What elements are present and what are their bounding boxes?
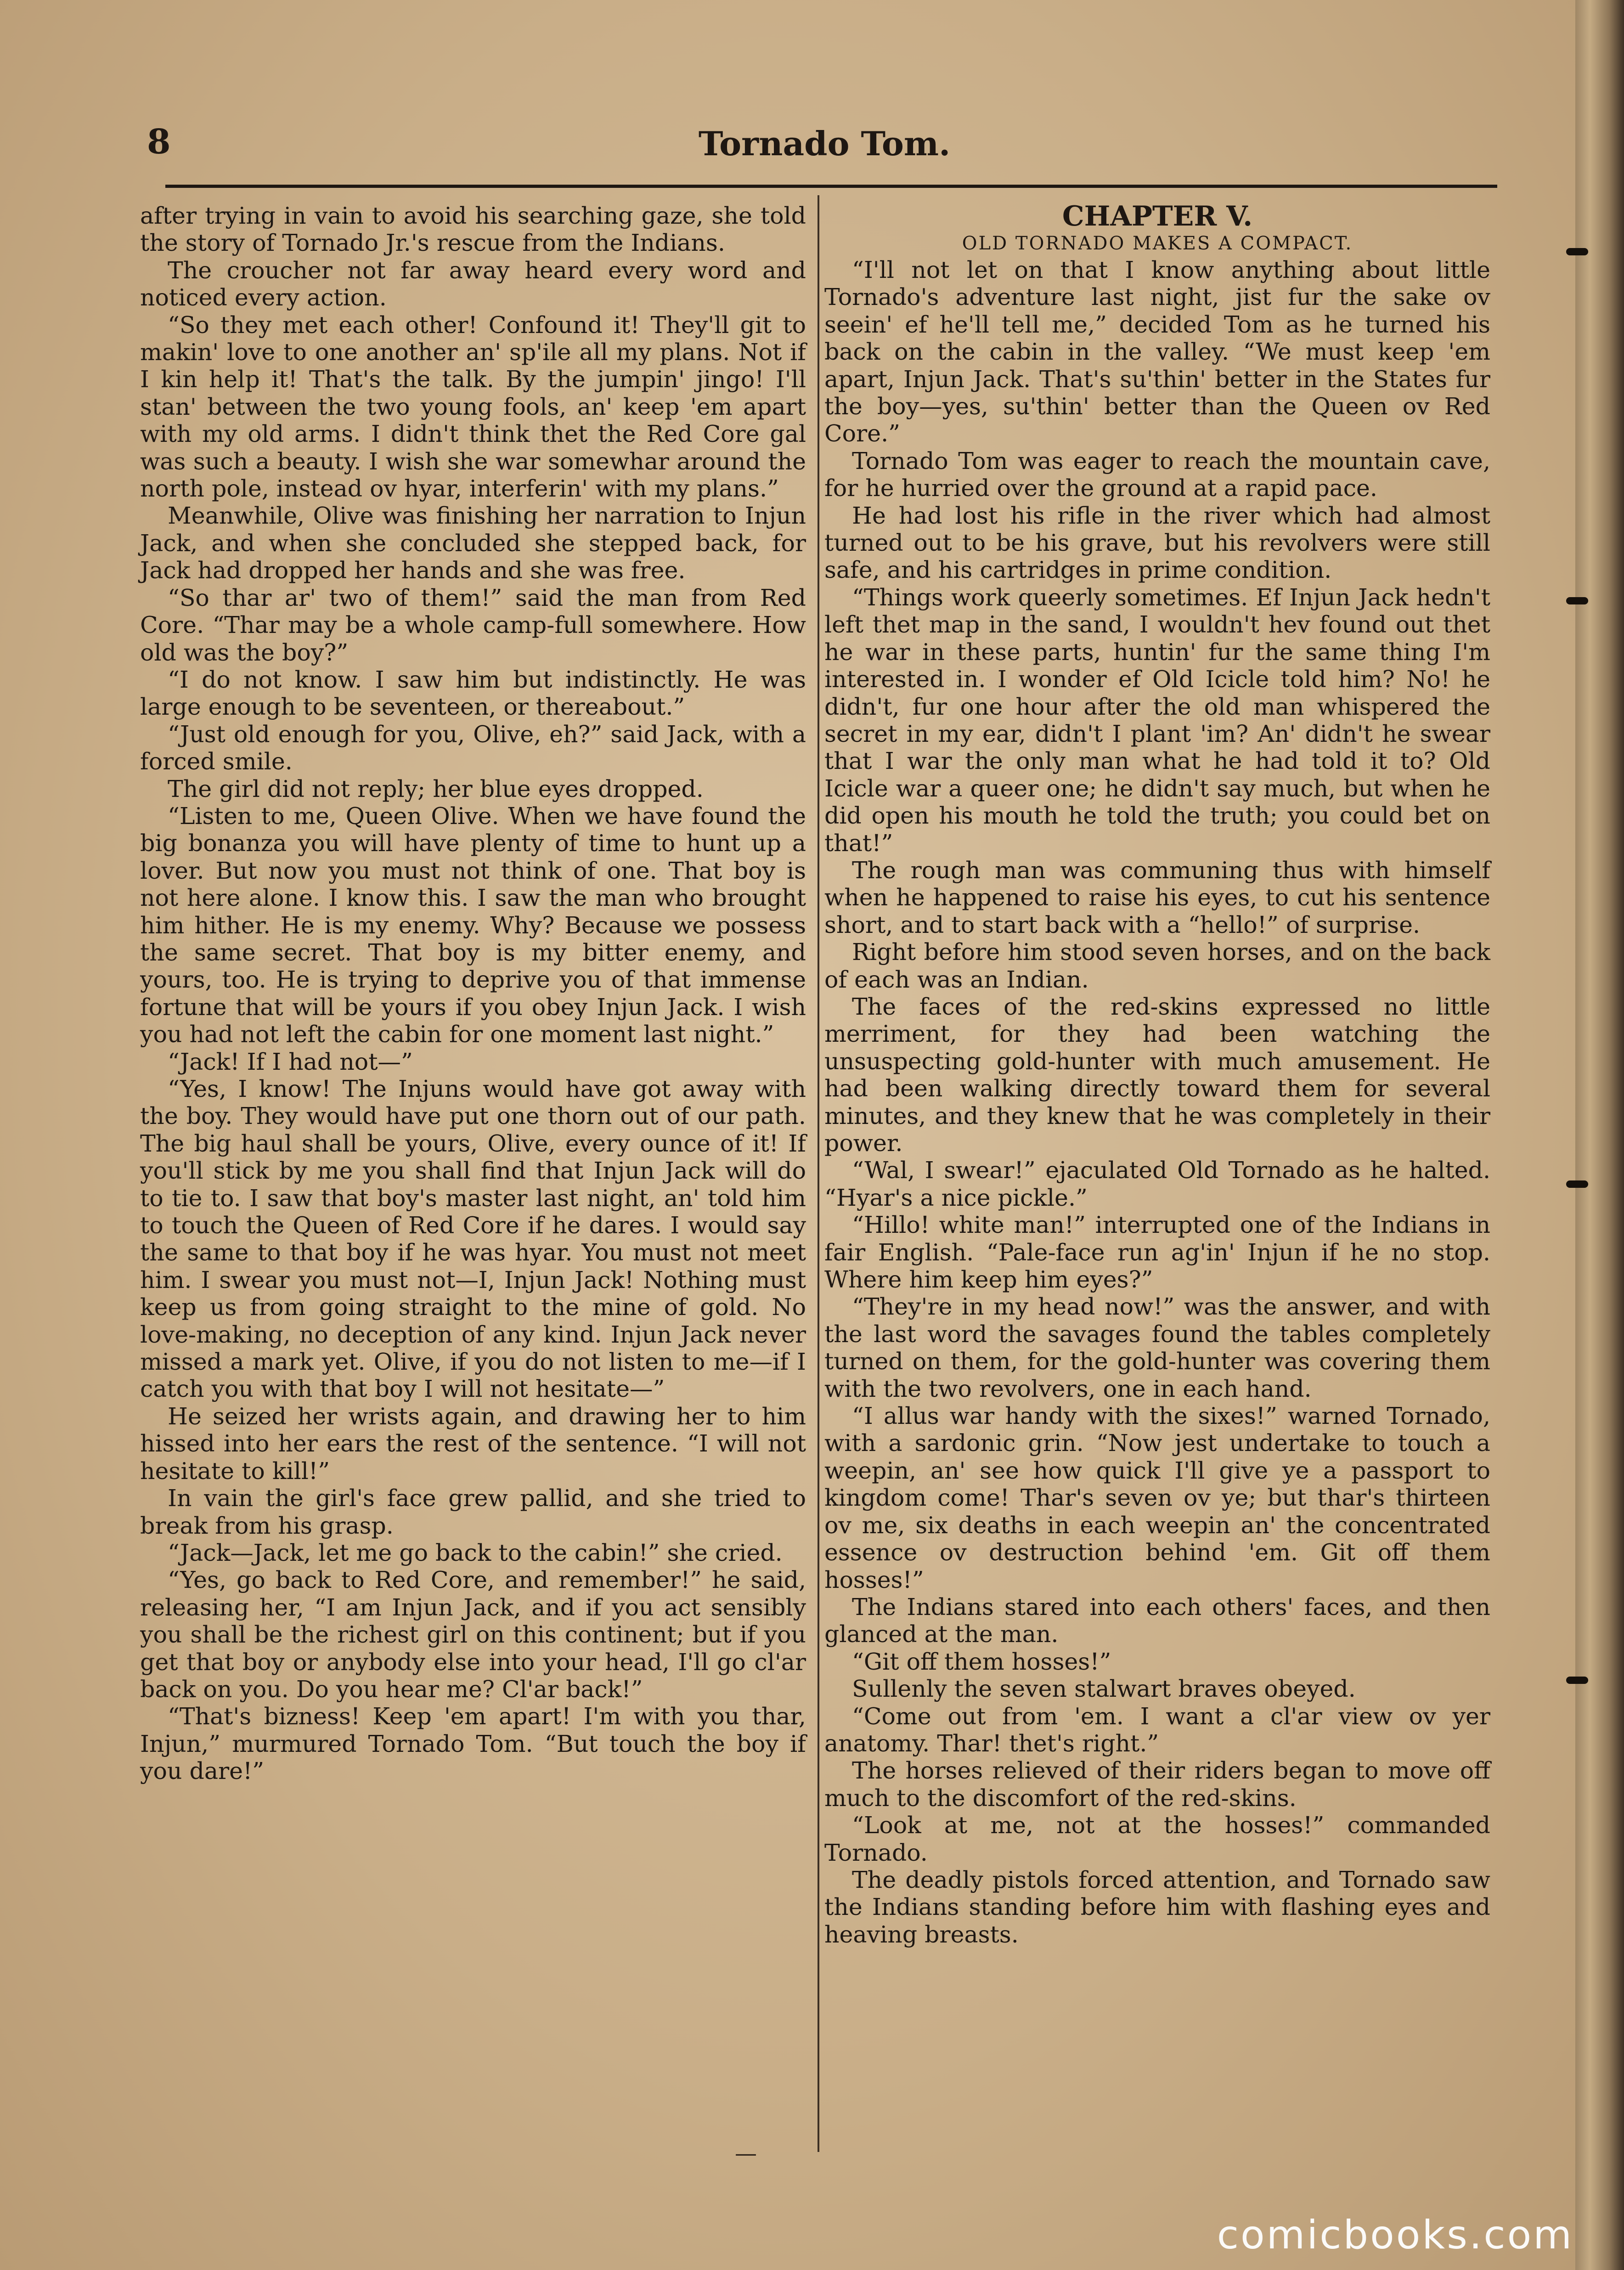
paragraph: “Yes, go back to Red Core, and remember!” he said, releasing her, “I am Injun Jack, and if you act sensibly you shall be the richest girl on this continent; but if you get that boy or anybody else into your head, I'll go cl'ar back on you. Do you hear me? Cl'ar back!” xyxy=(140,1566,806,1703)
paragraph: “I'll not let on that I know anything about little Tornado's adventure last night, jist fur the sake ov seein' ef he'll tell me,” decided Tom as he turned his back on the cabin in the valley. “We must keep 'em apart, Injun Jack. That's su'thin' better in the States fur the boy—yes, su'thin' better than the Queen ov Red Core.” xyxy=(824,256,1490,447)
right-column xyxy=(824,202,1490,1948)
paragraph: “Look at me, not at the hosses!” commanded Tornado. xyxy=(824,1812,1490,1866)
paragraph: The horses relieved of their riders began to move off much to the discomfort of the red-skins. xyxy=(824,1757,1490,1812)
paragraph: “Jack! If I had not—” xyxy=(168,1048,413,1075)
page-header xyxy=(147,119,1502,169)
watermark-text: comicbooks.com xyxy=(1217,2212,1573,2258)
paragraph: “So thar ar' two of them!” said the man from Red Core. “Thar may be a whole camp-full somewhere. How old was the boy?” xyxy=(140,584,806,666)
paragraph: Tornado Tom was eager to reach the mountain cave, for he hurried over the ground at a rapid pace. xyxy=(824,447,1490,502)
header-rule xyxy=(165,185,1497,188)
paragraph: “Listen to me, Queen Olive. When we have found the big bonanza you will have plenty of time to hunt up a lover. But now you must not think of one. That boy is not here alone. I know this. I saw the man who brought him hither. He is my enemy. Why? Because we possess the same secret. That boy is my bitter enemy, and yours, too. He is trying to deprive you of that immense fortune that will be yours if you obey Injun Jack. I wish you had not left the cabin for one moment last night.” xyxy=(140,802,806,1048)
paragraph: “Jack—Jack, let me go back to the cabin!” she cried. xyxy=(168,1539,783,1566)
paragraph: “I allus war handy with the sixes!” warned Tornado, with a sardonic grin. “Now jest undertake to touch a weepin, an' see how quick I'll give ye a passport to kingdom come! Thar's seven ov ye; but thar's thirteen ov me, six deaths in each weepin an' the concentrated essence ov destruction behind 'em. Git off them hosses!” xyxy=(824,1402,1490,1593)
running-title: Tornado Tom. xyxy=(698,124,951,163)
paragraph: Meanwhile, Olive was finishing her narration to Injun Jack, and when she concluded she stepped back, for Jack had dropped her hands and she was free. xyxy=(140,502,806,584)
binding-stitch xyxy=(1566,248,1588,255)
chapter-subtitle: OLD TORNADO MAKES A COMPACT. xyxy=(962,233,1353,254)
page-number: 8 xyxy=(147,122,171,162)
paragraph: He seized her wrists again, and drawing her to him hissed into her ears the rest of the sentence. “I will not hesitate to kill!” xyxy=(140,1402,806,1485)
footer-mark: — xyxy=(735,2140,757,2166)
paragraph: after trying in vain to avoid his searching gaze, she told the story of Tornado Jr.'s rescue from the Indians. xyxy=(140,202,806,257)
paragraph: “Wal, I swear!” ejaculated Old Tornado as he halted. “Hyar's a nice pickle.” xyxy=(824,1157,1490,1211)
left-column xyxy=(140,202,806,1785)
binding-edge xyxy=(1575,0,1624,2270)
paragraph: The faces of the red-skins expressed no little merriment, for they had been watching the unsuspecting gold-hunter with much amusement. He had been walking directly toward them for several minutes, and they knew that he was completely in their power. xyxy=(824,993,1490,1157)
binding-stitch xyxy=(1566,1180,1588,1188)
paragraph: The rough man was communing thus with himself when he happened to raise his eyes, to cut his sentence short, and to start back with a “hello!” of surprise. xyxy=(824,856,1490,938)
paragraph: He had lost his rifle in the river which had almost turned out to be his grave, but his revolvers were still safe, and his cartridges in prime condition. xyxy=(824,502,1490,584)
paragraph: “They're in my head now!” was the answer, and with the last word the savages found the tables completely turned on them, for the gold-hunter was covering them with the two revolvers, one in each hand. xyxy=(824,1293,1490,1402)
paragraph: Right before him stood seven horses, and on the back of each was an Indian. xyxy=(824,938,1490,993)
paragraph: The girl did not reply; her blue eyes dropped. xyxy=(168,775,704,802)
binding-stitch xyxy=(1566,1677,1588,1684)
paragraph: “Yes, I know! The Injuns would have got away with the boy. They would have put one thorn out of our path. The big haul shall be yours, Olive, every ounce of it! If you'll stick by me you shall find that Injun Jack will do to tie to. I saw that boy's master last night, an' told him to touch the Queen of Red Core if he dares. I would say the same to that boy if he was hyar. You must not meet him. I swear you must not—I, Injun Jack! Nothing must keep us from going straight to the mine of gold. No love-making, no deception of any kind. Injun Jack never missed a mark yet. Olive, if you do not listen to me—if I catch you with that boy I will not hesitate—” xyxy=(140,1075,806,1403)
paragraph: The croucher not far away heard every word and noticed every action. xyxy=(140,256,806,311)
binding-stitch xyxy=(1566,597,1588,604)
paragraph: “I do not know. I saw him but indistinctly. He was large enough to be seventeen, or thereabout.” xyxy=(140,666,806,721)
paragraph: The Indians stared into each others' faces, and then glanced at the man. xyxy=(824,1593,1490,1648)
column-divider xyxy=(818,195,819,2152)
paragraph: Sullenly the seven stalwart braves obeyed. xyxy=(852,1675,1356,1703)
paragraph: “Hillo! white man!” interrupted one of the Indians in fair English. “Pale-face run ag'in' Injun if he no stop. Where him keep him eyes?” xyxy=(824,1211,1490,1293)
paragraph: The deadly pistols forced attention, and Tornado saw the Indians standing before him with flashing eyes and heaving breasts. xyxy=(824,1866,1490,1948)
paragraph: “Come out from 'em. I want a cl'ar view ov yer anatomy. Thar! thet's right.” xyxy=(824,1702,1490,1757)
paragraph: “That's bizness! Keep 'em apart! I'm with you thar, Injun,” murmured Tornado Tom. “But touch the boy if you dare!” xyxy=(140,1703,806,1785)
paragraph: “Git off them hosses!” xyxy=(852,1648,1111,1675)
paragraph: “Just old enough for you, Olive, eh?” said Jack, with a forced smile. xyxy=(140,720,806,775)
paragraph: “So they met each other! Confound it! They'll git to makin' love to one another an' sp'ile all my plans. Not if I kin help it! That's the talk. By the jumpin' jingo! I'll stan' between the two young fools, an' keep 'em apart with my old arms. I didn't think thet the Red Core gal was such a beauty. I wish she war somewhar around the north pole, instead ov hyar, interferin' with my plans.” xyxy=(140,311,806,503)
paragraph: In vain the girl's face grew pallid, and she tried to break from his grasp. xyxy=(140,1485,806,1539)
chapter-heading: CHAPTER V. xyxy=(1062,200,1253,232)
paragraph: “Things work queerly sometimes. Ef Injun Jack hedn't left thet map in the sand, I wouldn't hev found out thet he war in these parts, huntin' fur the same thing I'm interested in. I wonder ef Old Icicle told him? No! he didn't, fur one hour after the old man whispered the secret in my ear, didn't I plant 'im? An' didn't he swear that I war the only man what he had told it to? Old Icicle war a queer one; he didn't say much, but when he did open his mouth he told the truth; you could bet on that!” xyxy=(824,583,1490,857)
